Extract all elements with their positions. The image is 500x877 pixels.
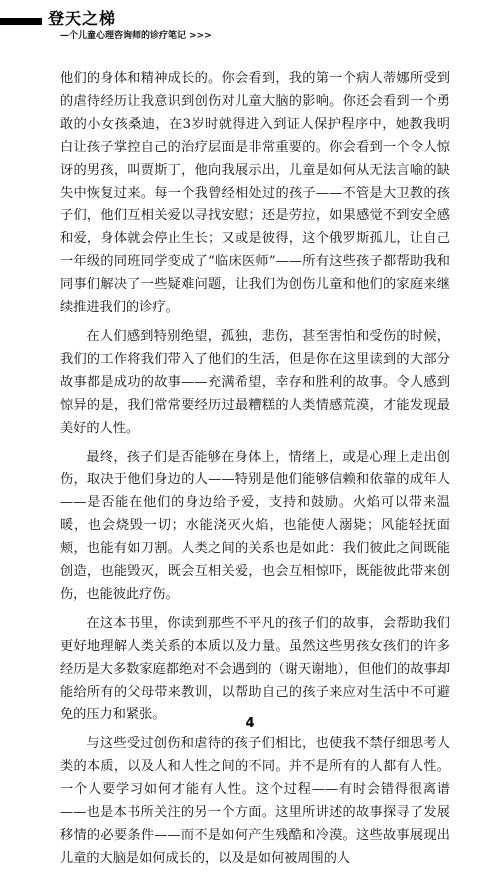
- header-bar-decoration: [0, 18, 42, 25]
- running-header: [0, 0, 500, 60]
- book-subtitle: —个儿童心理咨询师的诊疗笔记 >>>: [60, 31, 212, 41]
- paragraph-3: 最终，孩子们是否能够在身体上，情绪上，或是心理上走出创伤，取决于他们身边的人——特别是他们能够信赖和依靠的成年人——是否能在他们的身边给予爱，支持和鼓励。火焰可以带来温暖，也会烧毁一切；水能浇灭火焰，也能使人溺毙；风能轻抚面颊，也能有如刀割。人类之间的关系也是如此：我们彼此之间既能创造，也能毁灭，既会互相关爱，也会互相惊吓，既能彼此带来创伤，也能彼此疗伤。: [60, 449, 450, 602]
- page-number: 4: [245, 716, 255, 731]
- book-title: 登天之梯: [48, 9, 117, 28]
- paragraph-1: 他们的身体和精神成长的。你会看到，我的第一个病人蒂娜所受到的虐待经历让我意识到创伤对儿童大脑的影响。你还会看到一个勇敢的小女孩桑迪，在3岁时就得进入到证人保护程序中，她教我明白让孩子掌控自己的治疗层面是非常重要的。你会看到一个令人惊讶的男孩，叫贾斯丁，他向我展示出，儿童是如何从无法言喻的缺失中恢复过来。每一个我曾经相处过的孩子——不管是大卫教的孩子们，他们互相关爱以寻找安慰；还是劳拉，如果感觉不到安全感和爱，身体就会停止生长；又或是彼得，这个俄罗斯孤儿，让自己一年级的同班同学变成了“临床医师”——所有这些孩子都帮助我和同事们解决了一些疑难问题，让我们为创伤儿童和他们的家庭来继续推进我们的诊疗。: [60, 71, 450, 316]
- paragraph-4: 在这本书里，你读到那些不平凡的孩子们的故事，会帮助我们更好地理解人类关系的本质以及力量。虽然这些男孩女孩们的许多经历是大多数家庭都绝对不会遇到的（谢天谢地），但他们的故事却能给所有的父母带来教训，以帮助自己的孩子来应对生活中不可避免的压力和紧张。: [60, 615, 450, 723]
- paragraph-5: 与这些受过创伤和虐待的孩子们相比，也使我不禁仔细思考人类的本质，以及人和人性之间的不同。并不是所有的人都有人性。一个人要学习如何才能有人性。这个过程——有时会错得很离谱——也是本书所关注的另一个方面。这里所讲述的故事探寻了发展移情的必要条件——而不是如何产生残酷和冷漠。这些故事展现出儿童的大脑是如何成长的，以及是如何被周围的人: [60, 736, 450, 866]
- body-text: [60, 68, 450, 877]
- paragraph-2: 在人们感到特别绝望，孤独，悲伤，甚至害怕和受伤的时候，我们的工作将我们带入了他们的生活，但是你在这里读到的大部分故事都是成功的故事——充满希望，幸存和胜利的故事。令人感到惊异的是，我们常常要经历过最糟糕的人类情感荒漠，才能发现最美好的人性。: [60, 328, 450, 436]
